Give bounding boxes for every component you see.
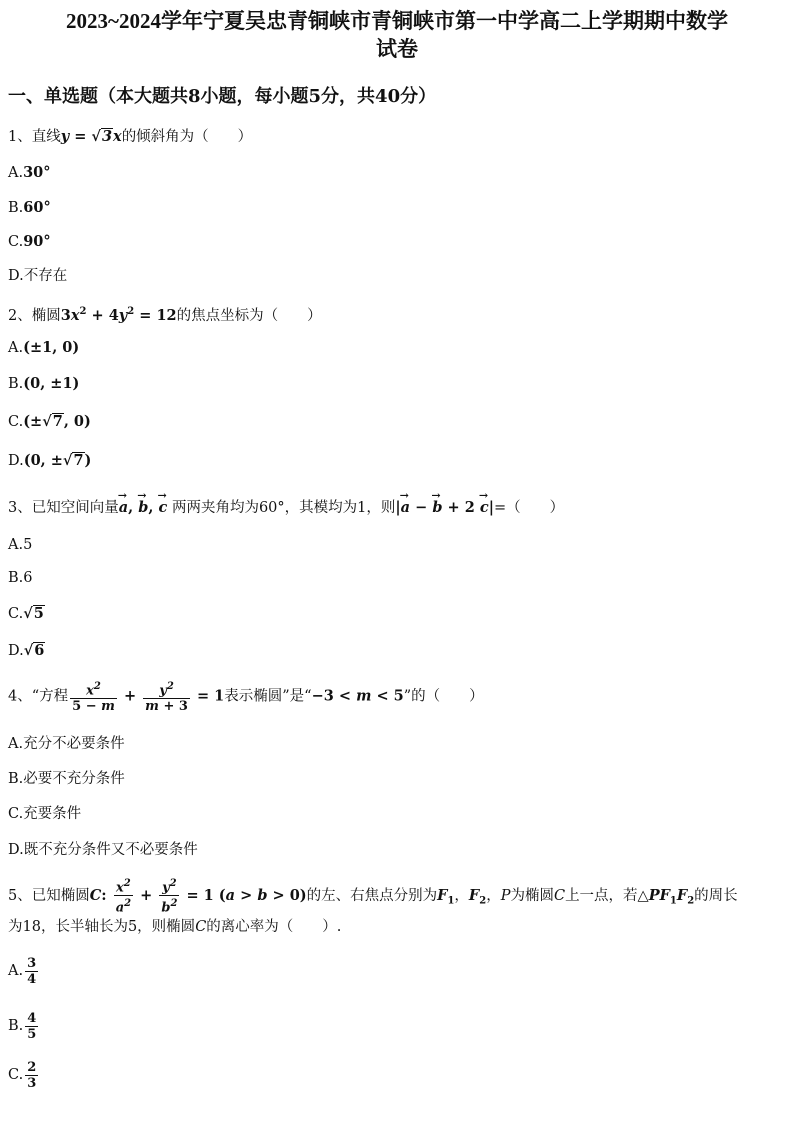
question-5-option-c: C. $\frac{2}{3}$ <box>8 1059 37 1091</box>
question-2-equation: $3x^2 + 4y^2 = 12$ <box>60 306 177 324</box>
question-2-option-a: A.(±1, 0) <box>8 339 80 356</box>
question-1-option-a: A.30° <box>8 164 51 181</box>
question-2-option-c: C.(±√7, 0) <box>8 413 91 430</box>
question-2-option-d: D.(0, ±√7) <box>8 452 92 469</box>
question-4-option-b: B.必要不充分条件 <box>8 771 125 787</box>
section-heading-single-choice: 一、单选题（本大题共8小题，每小题5分，共40分） <box>8 86 437 107</box>
question-2-option-b: B.(0, ±1) <box>8 375 80 392</box>
question-1-prefix: 1、直线 <box>8 129 61 145</box>
exam-title-line1: 2023~2024学年宁夏吴忠青铜峡市青铜峡市第一中学高二上学期期中数学 <box>66 9 728 33</box>
question-4-option-d: D.既不充分条件又不必要条件 <box>8 842 198 858</box>
question-1-option-d: D.不存在 <box>8 268 68 284</box>
question-1-suffix: 的倾斜角为（ ） <box>121 129 253 145</box>
question-4-option-c: C.充要条件 <box>8 806 82 822</box>
question-2-stem: 2、椭圆$3x^2 + 4y^2 = 12$的焦点坐标为（ ） <box>8 306 322 324</box>
question-5-option-b: B. $\frac{4}{5}$ <box>8 1010 37 1042</box>
exam-title-line2: 试卷 <box>376 37 418 61</box>
question-3-option-b: B.6 <box>8 570 33 586</box>
question-5-stem-line2: 为18，长半轴长为5，则椭圆C的离心率为（ ）. <box>8 919 342 935</box>
question-3-stem: 3、已知空间向量→ a, → b, → c 两两夹角均为60°，其模均为1，则|→ a − → b + 2 → c|=（ ） <box>8 497 564 519</box>
question-1-option-b: B.60° <box>8 199 51 216</box>
question-3-option-d: D.√6 <box>8 642 45 659</box>
question-3-option-a: A.5 <box>8 537 33 553</box>
question-5-stem: 5、已知椭圆C: $\frac{x^2}{a^2}$ + $\frac{y^2}{b^2}$ = 1 (a > b > 0)的左、右焦点分别为$F_1$，$F_2$，P为椭圆C上一点，若$\triangle PF_1F_2$的周长 <box>8 878 738 916</box>
question-4-stem: 4、“方程 $\frac{x^2}{5 - m}$ + $\frac{y^2}{m + 3}$ = 1表示椭圆”是“−3 < m < 5”的（ ） <box>8 681 484 715</box>
question-4-option-a: A.充分不必要条件 <box>8 736 125 752</box>
question-1-stem <box>8 126 252 148</box>
question-5-option-a: A. $\frac{3}{4}$ <box>8 955 37 987</box>
question-1-option-c: C.90° <box>8 233 51 250</box>
question-3-option-c: C.√5 <box>8 605 44 622</box>
question-1-equation: y = √3x <box>60 128 122 145</box>
